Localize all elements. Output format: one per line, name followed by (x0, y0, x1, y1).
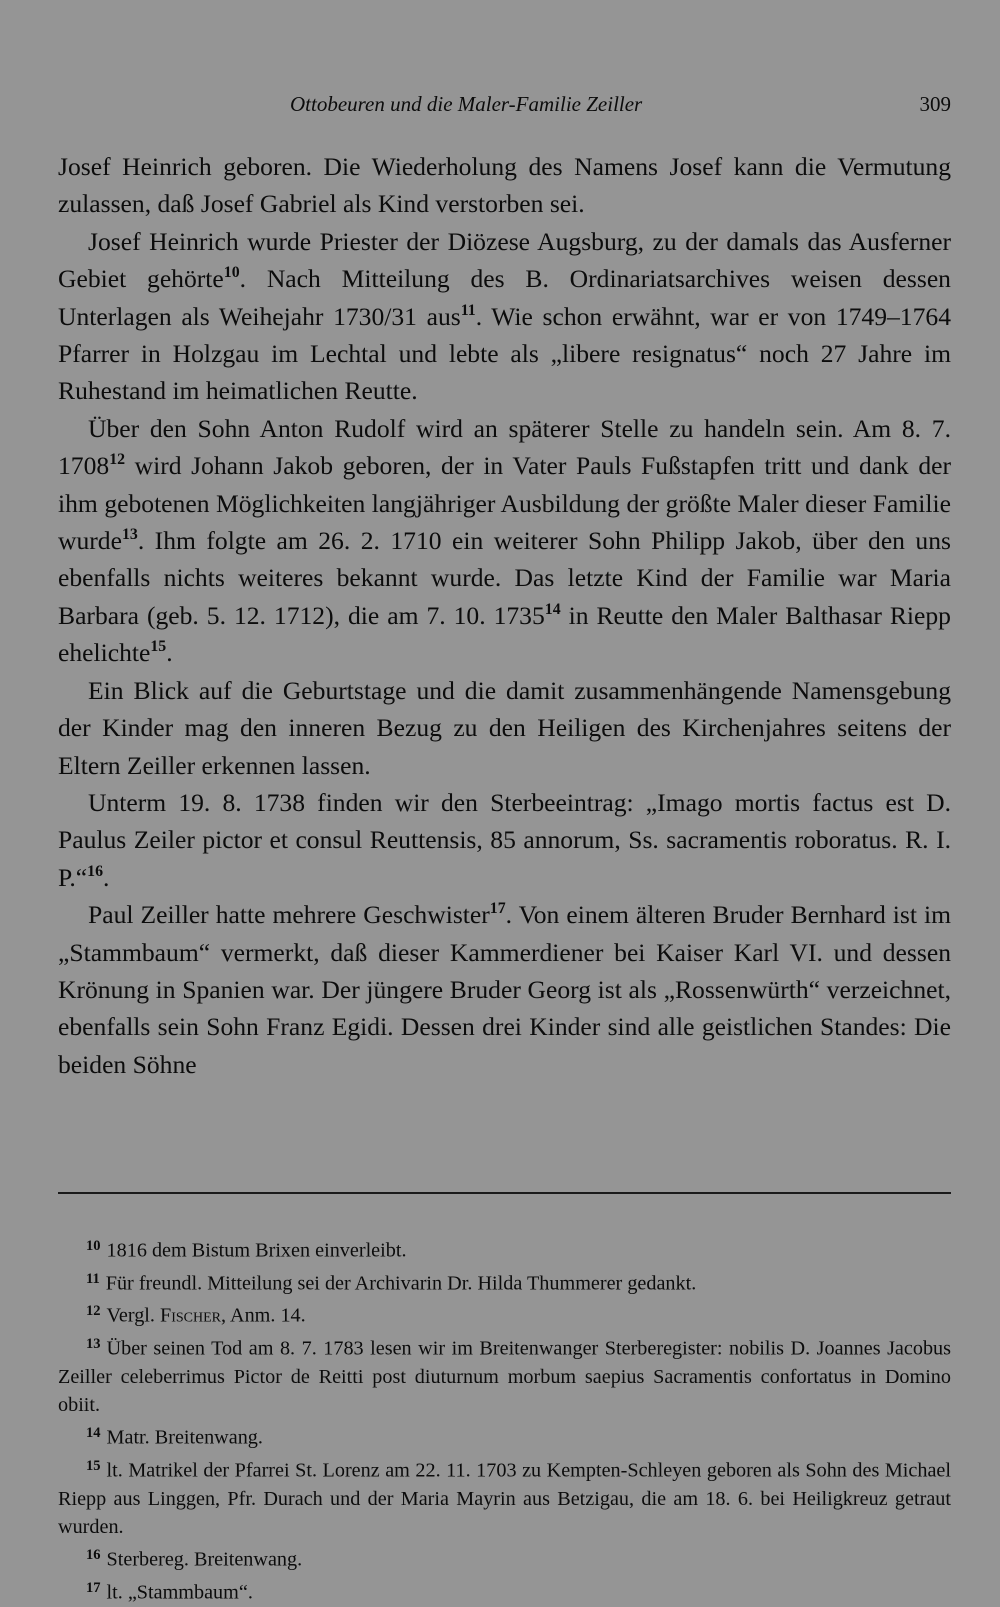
paragraph-4 (58, 672, 951, 784)
footnote-number: 17 (86, 1579, 101, 1596)
footnote-number: 13 (86, 1336, 101, 1353)
footnote-10 (58, 1232, 951, 1265)
paragraph-text: Über den Sohn Anton Rudolf wird an späterer Stelle zu handeln sein. Am 8. 7. 1708 (58, 413, 951, 481)
footnote-ref-16: 16 (87, 862, 104, 880)
paragraph-text: . (166, 638, 173, 668)
paragraph-text: . Nach Mitteilung des B. Ordinariatsarchives weisen dessen Unterlagen als Weihejahr 1730/31 aus (58, 264, 951, 331)
paragraph-text: in Reutte den Maler Balthasar Riepp ehelichte (58, 600, 951, 668)
footnote-16 (58, 1541, 951, 1574)
footnote-number: 12 (86, 1303, 101, 1320)
paragraph-text: . (103, 862, 110, 892)
body-text (58, 148, 951, 1083)
paragraph-text: . Von einem älteren Bruder Bernhard ist im „Stammbaum“ vermerkt, daß dieser Kammerdiener bei Kaiser Karl VI. und dessen Krönung in Spanien war. Der jüngere Bruder Georg ist als „Rossenwürth“ verzeichnet, ebenfalls sein Sohn Franz Egidi. Dessen drei Kinder sind alle geistlichen Standes: Die beiden Söhne (58, 900, 951, 1079)
footnote-number: 16 (86, 1547, 101, 1564)
footnote-text: Vergl. (106, 1305, 160, 1327)
paragraph-text: Josef Heinrich wurde Priester der Diözese Augsburg, zu der damals das Ausferner Gebiet gehörte (58, 226, 951, 294)
page-number: 309 (919, 92, 951, 116)
footnote-ref-17: 17 (489, 900, 506, 918)
footnote-ref-15: 15 (150, 638, 167, 656)
paragraph-6 (58, 896, 951, 1083)
paragraph-text: . Ihm folgte am 26. 2. 1710 ein weiterer Sohn Philipp Jakob, über den uns ebenfalls nichts weiteres bekannt wurde. Das letzte Kind der Familie war Maria Barbara (geb. 5. 12. 1712), die am 7. 10. 1735 (58, 526, 951, 630)
footnote-number: 15 (86, 1458, 101, 1475)
footnote-17 (58, 1574, 951, 1607)
paragraph-text: Ein Blick auf die Geburtstage und die damit zusammenhängende Namensgebung der Kinder mag den inneren Bezug zu den Heiligen des Kirchenjahres seitens der Eltern Zeiller erkennen lassen. (58, 675, 951, 780)
paragraph-1 (58, 148, 951, 223)
footnote-text: , Anm. 14. (221, 1305, 306, 1327)
author-name: Fischer (160, 1305, 222, 1327)
paragraph-text: Unterm 19. 8. 1738 finden wir den Sterbeeintrag: „Imago mortis factus est D. Paulus Zeiler pictor et consul Reuttensis, 85 annorum, Ss. sacramentis roboratus. R. I. P.“ (58, 787, 951, 892)
footnote-number: 11 (86, 1270, 100, 1287)
paragraph-text: . Wie schon erwähnt, war er von 1749–1764 Pfarrer in Holzgau im Lechtal und lebte als „libere resignatus“ noch 27 Jahre im Ruhestand im heimatlichen Reutte. (58, 301, 951, 406)
footnote-11 (58, 1265, 951, 1298)
footnote-text: 1816 dem Bistum Brixen einverleibt. (106, 1239, 407, 1262)
footnotes (58, 1232, 951, 1607)
footnote-text: lt. Matrikel der Pfarrei St. Lorenz am 22. 11. 1703 zu Kempten-Schleyen geboren als Sohn des Michael Riepp aus Linggen, Pfr. Durach und der Maria Mayrin aus Betzigau, die am 18. 6. bei Heiligkreuz getraut wurden. (58, 1459, 951, 1539)
footnote-ref-11: 11 (460, 301, 476, 319)
paragraph-text: Josef Heinrich geboren. Die Wiederholung des Namens Josef kann die Vermutung zulassen, daß Josef Gabriel als Kind verstorben sei. (58, 152, 951, 219)
footnote-ref-12: 12 (109, 451, 126, 469)
footnote-text: Sterbereg. Breitenwang. (106, 1548, 303, 1571)
footnote-ref-14: 14 (544, 601, 561, 619)
footnote-number: 14 (86, 1425, 101, 1442)
footnote-12 (58, 1297, 951, 1330)
footnote-text: Matr. Breitenwang. (106, 1426, 263, 1449)
paragraph-3 (58, 410, 951, 672)
paragraph-2 (58, 223, 951, 410)
paragraph-5 (58, 784, 951, 896)
paragraph-text: wird Johann Jakob geboren, der in Vater Pauls Fußstapfen tritt und dank der ihm gebotenen Möglichkeiten langjähriger Ausbildung der größte Maler dieser Familie wurde (58, 451, 951, 556)
running-title: Ottobeuren und die Maler-Familie Zeiller (290, 92, 643, 116)
footnote-text: lt. „Stammbaum“. (106, 1581, 253, 1604)
footnote-15 (58, 1452, 951, 1541)
footnote-number: 10 (86, 1238, 101, 1254)
page-header (58, 92, 951, 122)
paragraph-text: Paul Zeiller hatte mehrere Geschwister (88, 900, 490, 930)
footnote-ref-13: 13 (121, 526, 138, 544)
footnote-text: Für freundl. Mitteilung sei der Archivarin Dr. Hilda Thummerer gedankt. (105, 1272, 697, 1295)
footnote-13 (58, 1330, 951, 1419)
footnote-ref-10: 10 (223, 264, 240, 282)
footnote-divider (58, 1192, 951, 1194)
footnote-text: Über seinen Tod am 8. 7. 1783 lesen wir im Breitenwanger Sterberegister: nobilis D. Joannes Jacobus Zeiller celeberrimus Pictor de Reitti post diuturnum morbum saepius Sacramentis confortatus in Domino obiit. (58, 1337, 951, 1417)
footnote-14 (58, 1419, 951, 1452)
